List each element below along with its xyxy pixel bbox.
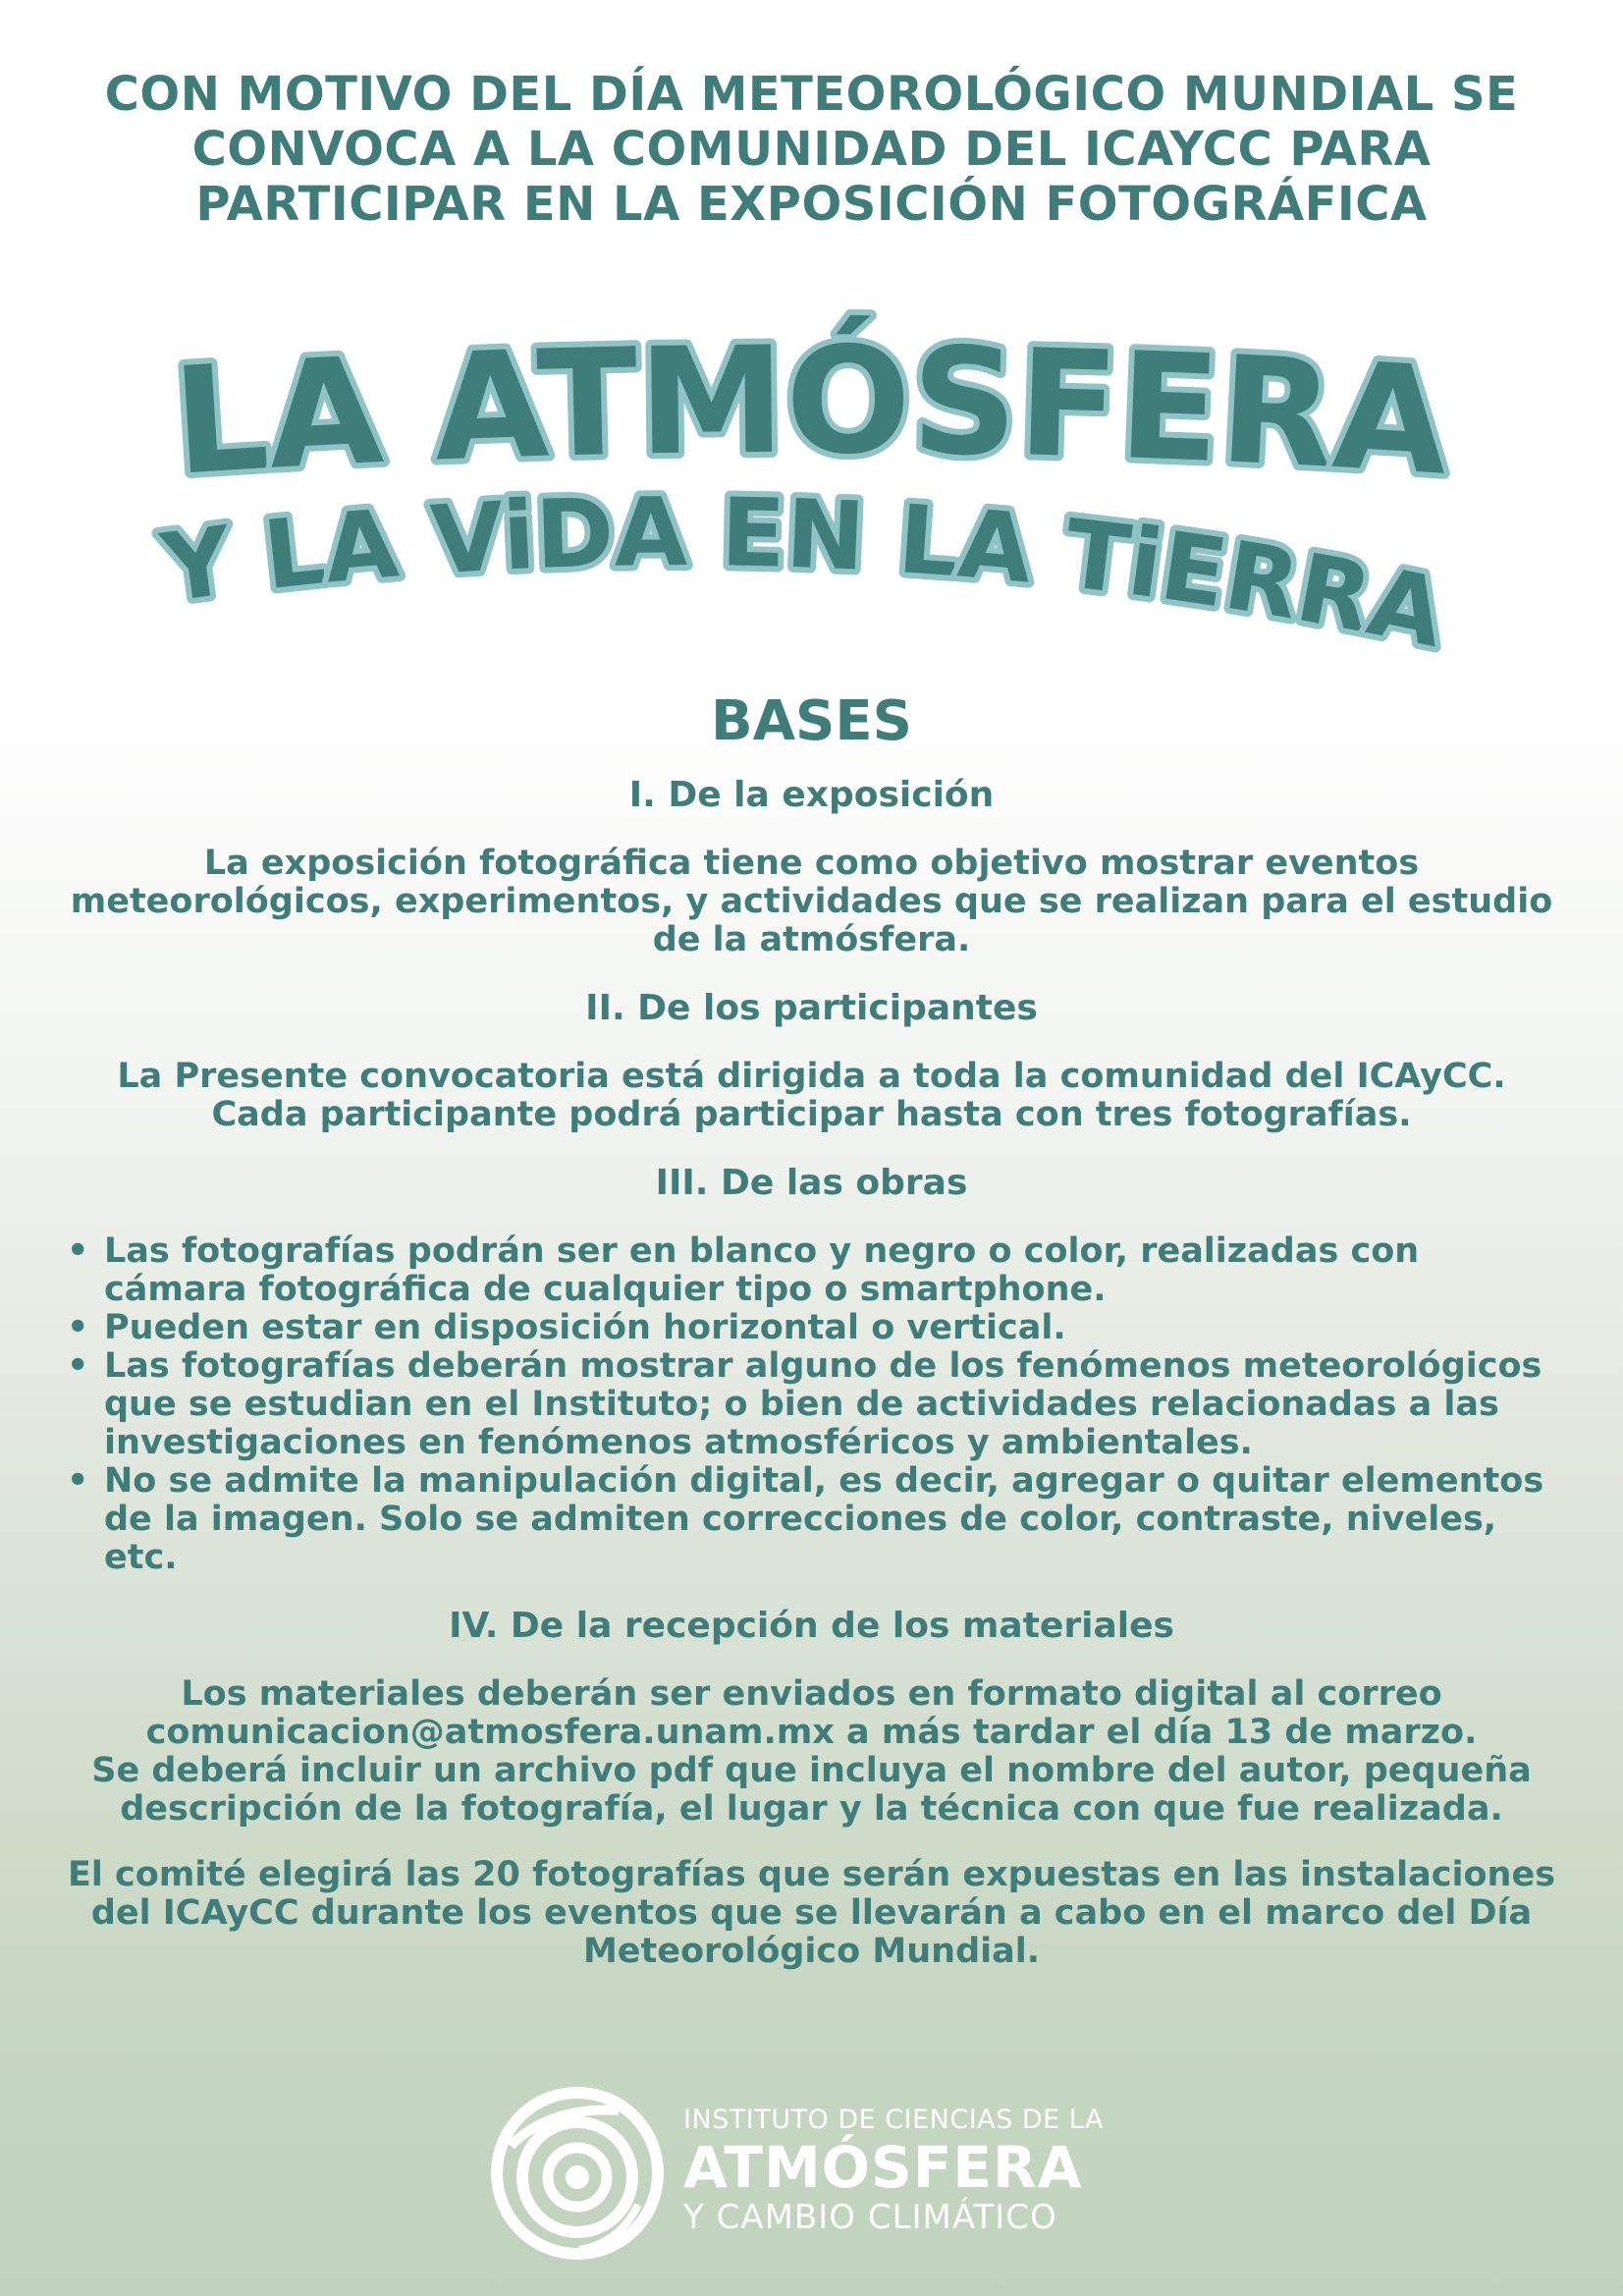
title-line-2-text: Y LA ViDA EN LA TiERRA xyxy=(155,477,1454,670)
logo-line-cambio: Y CAMBIO CLIMÁTICO xyxy=(683,2198,1057,2237)
section-title-participantes: II. De los participantes xyxy=(585,988,1038,1028)
closing-text xyxy=(39,1856,1584,1971)
text-line: descripción de la fotografía, el lugar y la técnica con que fue realizada. xyxy=(120,1789,1503,1829)
text-line: cámara fotográfica de cualquier tipo o smartphone. xyxy=(104,1270,1107,1309)
text-line: La exposición fotográfica tiene como objetivo mostrar eventos xyxy=(203,844,1420,883)
logo-line-atmosfera: ATMÓSFERA xyxy=(683,2134,1083,2201)
text-line: comunicacion@atmosfera.unam.mx a más tardar el día 13 de marzo. xyxy=(145,1713,1478,1752)
text-line: Las fotografías deberán mostrar alguno de los fenómenos meteorológicos xyxy=(104,1346,1542,1386)
text-line: de la atmósfera. xyxy=(652,920,971,959)
section-title-obras: III. De las obras xyxy=(655,1163,968,1203)
bases-heading: BASES xyxy=(711,689,912,753)
text-line: Pueden estar en disposición horizontal o vertical. xyxy=(104,1308,1066,1347)
text-line: Se deberá incluir un archivo pdf que incluya el nombre del autor, pequeña xyxy=(91,1751,1532,1790)
text-line: No se admite la manipulación digital, es decir, agregar o quitar elementos xyxy=(104,1461,1544,1501)
list-item xyxy=(67,1309,1584,1347)
section-text-participantes xyxy=(39,1058,1584,1134)
header-line: CON MOTIVO DEL DÍA METEOROLÓGICO MUNDIAL SE xyxy=(104,67,1519,122)
title-line-2 xyxy=(155,477,1453,669)
text-line: Meteorológico Mundial. xyxy=(582,1932,1041,1971)
bases-content xyxy=(39,687,1584,1998)
list-item xyxy=(67,1232,1584,1309)
bullet-icon: • xyxy=(67,1308,89,1347)
text-line: meteorológicos, experimentos, y actividades que se realizan para el estudio xyxy=(70,882,1553,921)
bullet-icon: • xyxy=(67,1346,89,1386)
bullet-icon: • xyxy=(67,1231,89,1271)
title-line-1 xyxy=(169,315,1453,509)
section-text-recepcion xyxy=(39,1675,1584,1829)
institute-logo-text xyxy=(683,2105,1104,2236)
text-line: investigaciones en fenómenos atmosféricos y ambientales. xyxy=(104,1423,1253,1462)
exhibition-title xyxy=(98,295,1525,687)
text-line: del ICAyCC durante los eventos que se llevarán a cabo en el marco del Día xyxy=(90,1893,1533,1933)
announcement-header xyxy=(59,67,1564,232)
logo-line-institute: INSTITUTO DE CIENCIAS DE LA xyxy=(683,2105,1104,2135)
text-line: Cada participante podrá participar hasta con tres fotografías. xyxy=(211,1095,1412,1134)
section-title-exposicion: I. De la exposición xyxy=(628,775,995,815)
header-line: PARTICIPAR EN LA EXPOSICIÓN FOTOGRÁFICA xyxy=(195,177,1428,232)
section-title-recepcion: IV. De la recepción de los materiales xyxy=(449,1606,1174,1646)
title-line-1-text: LA ATMÓSFERA xyxy=(168,315,1454,509)
text-line: Las fotografías podrán ser en blanco y negro o color, realizadas con xyxy=(104,1231,1420,1271)
text-line: La Presente convocatoria está dirigida a toda la comunidad del ICAyCC. xyxy=(117,1057,1506,1096)
text-line: de la imagen. Solo se admiten correcciones de color, contraste, niveles, xyxy=(104,1500,1497,1539)
header-line: CONVOCA A LA COMUNIDAD DEL ICAYCC PARA xyxy=(191,122,1432,177)
bullet-icon: • xyxy=(67,1461,89,1501)
institute-logo xyxy=(491,2087,1178,2264)
list-item xyxy=(67,1462,1584,1577)
obras-bullet-list xyxy=(67,1232,1584,1577)
text-line: El comité elegirá las 20 fotografías que serán expuestas en las instalaciones xyxy=(67,1855,1556,1894)
text-line: que se estudian en el Instituto; o bien de actividades relacionadas a las xyxy=(104,1385,1499,1424)
list-item xyxy=(67,1347,1584,1462)
text-line: Los materiales deberán ser enviados en formato digital al correo xyxy=(181,1674,1442,1714)
text-line: etc. xyxy=(104,1538,178,1577)
section-text-exposicion xyxy=(39,845,1584,959)
institute-logo-icon xyxy=(491,2087,664,2260)
